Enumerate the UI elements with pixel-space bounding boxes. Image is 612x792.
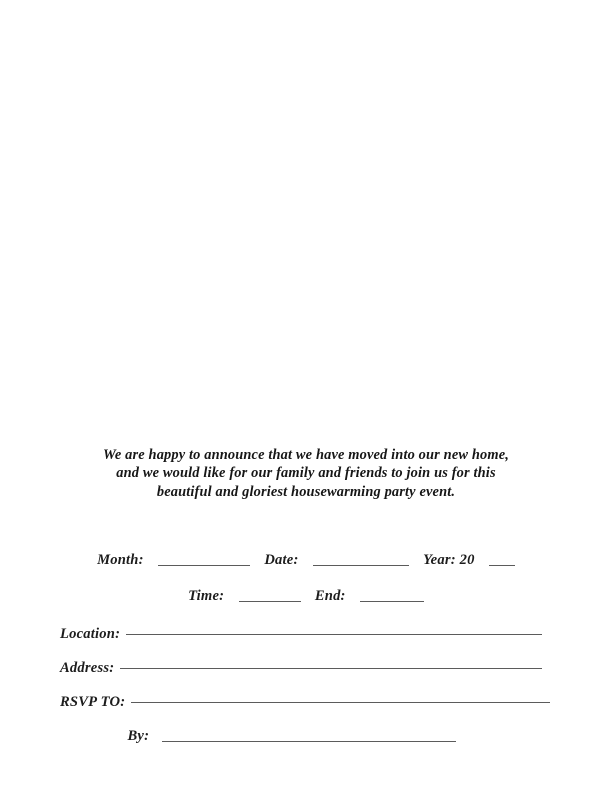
location-label: Location: — [60, 626, 121, 642]
address-input[interactable] — [120, 668, 542, 669]
row-time-end — [0, 588, 612, 605]
by-group — [128, 728, 457, 745]
address-label: Address: — [60, 660, 115, 676]
month-input[interactable] — [158, 565, 250, 566]
row-month-date-year — [0, 552, 612, 569]
by-input[interactable] — [162, 741, 456, 742]
by-label: By: — [127, 728, 150, 744]
row-address — [60, 660, 542, 677]
year-input[interactable] — [489, 565, 515, 566]
announcement-text — [56, 446, 556, 501]
end-label: End: — [314, 588, 346, 604]
row-rsvp — [60, 694, 550, 711]
location-input[interactable] — [126, 634, 542, 635]
year-label: Year: 20 — [423, 552, 475, 568]
row-location — [60, 626, 542, 643]
month-label: Month: — [97, 552, 144, 568]
rsvp-input[interactable] — [131, 702, 550, 703]
row-by — [0, 728, 612, 745]
announcement-line-1: We are happy to announce that we have moved into our new home, — [103, 447, 509, 463]
time-label: Time: — [188, 588, 225, 604]
end-input[interactable] — [360, 601, 424, 602]
date-label: Date: — [264, 552, 299, 568]
time-input[interactable] — [239, 601, 301, 602]
rsvp-label: RSVP TO: — [60, 694, 126, 710]
announcement-line-2: and we would like for our family and friends to join us for this — [116, 465, 496, 482]
announcement-line-3: beautiful and gloriest housewarming party event. — [156, 483, 456, 500]
date-input[interactable] — [313, 565, 409, 566]
